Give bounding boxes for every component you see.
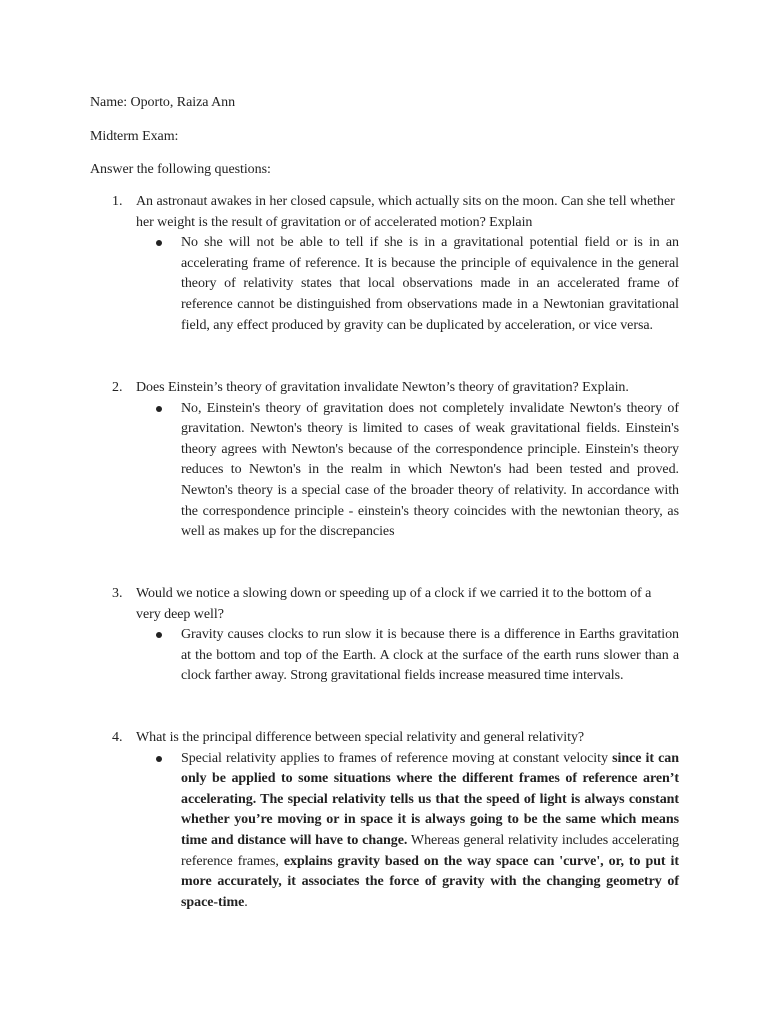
- question-text: Does Einstein’s theory of gravitation invalidate Newton’s theory of gravitation? Explain.: [136, 380, 629, 395]
- bullet-icon: [156, 756, 162, 762]
- bullet-icon: [156, 406, 162, 412]
- question-1: [112, 192, 679, 336]
- question-number: 1.: [112, 194, 123, 209]
- question-text: An astronaut awakes in her closed capsule, which actually sits on the moon. Can she tell whether her weight is the result of gravitation or of accelerated motion? Explain: [136, 194, 675, 230]
- question-text: What is the principal difference between special relativity and general relativity?: [136, 730, 585, 745]
- question-4: [112, 728, 679, 913]
- answer-text: Special relativity applies to frames of reference moving at constant velocity since it can only be applied to some situations where the different frames of reference aren’t accelerating. The special relativity tells us that the speed of light is always constant whether you’re moving or in space it is always going to be the same which means time and distance will have to change. Whereas general relativity includes accelerating reference frames, explains gravity based on the way space can 'curve', or, to put it more accurately, it associates the force of gravity with the changing geometry of space-time.: [181, 750, 679, 910]
- answer-text: No she will not be able to tell if she is in a gravitational potential field or is in an accelerating frame of reference. It is because the principle of equivalence in the general theory of relativity states that local observations made in an accelerated frame of reference cannot be distinguished from observations made in a Newtonian gravitational field, any effect produced by gravity can be duplicated by acceleration, or vice versa.: [181, 235, 679, 333]
- answer-1: [181, 233, 679, 336]
- answer-4: [181, 749, 679, 914]
- question-number: 2.: [112, 380, 123, 395]
- question-3: [112, 584, 679, 687]
- bullet-icon: [156, 240, 162, 246]
- answer-2: [181, 399, 679, 543]
- exam-title: Midterm Exam:: [90, 129, 179, 144]
- question-2: [112, 378, 679, 543]
- bullet-icon: [156, 632, 162, 638]
- question-number: 4.: [112, 730, 123, 745]
- answer-text: Gravity causes clocks to run slow it is because there is a difference in Earths gravitation at the bottom and top of the Earth. A clock at the surface of the earth runs slower than a clock farther away. Strong gravitational fields increase measured time intervals.: [181, 627, 679, 684]
- question-text: Would we notice a slowing down or speeding up of a clock if we carried it to the bottom of a very deep well?: [136, 586, 652, 622]
- student-name: Name: Oporto, Raiza Ann: [90, 95, 236, 110]
- answer-text: No, Einstein's theory of gravitation does not completely invalidate Newton's theory of gravitation. Newton's theory is limited to cases of weak gravitational fields. Einstein's theory agrees with Newton's because of the correspondence principle. Einstein's theory reduces to Newton's in the realm in which Newton's had been tested and proved. Newton's theory is a special case of the broader theory of relativity. In accordance with the correspondence principle - einstein's theory coincides with the newtonian theory, as well as makes up for the discrepancies: [181, 400, 679, 540]
- question-number: 3.: [112, 586, 123, 601]
- instructions: Answer the following questions:: [90, 162, 271, 177]
- answer-3: [181, 625, 679, 687]
